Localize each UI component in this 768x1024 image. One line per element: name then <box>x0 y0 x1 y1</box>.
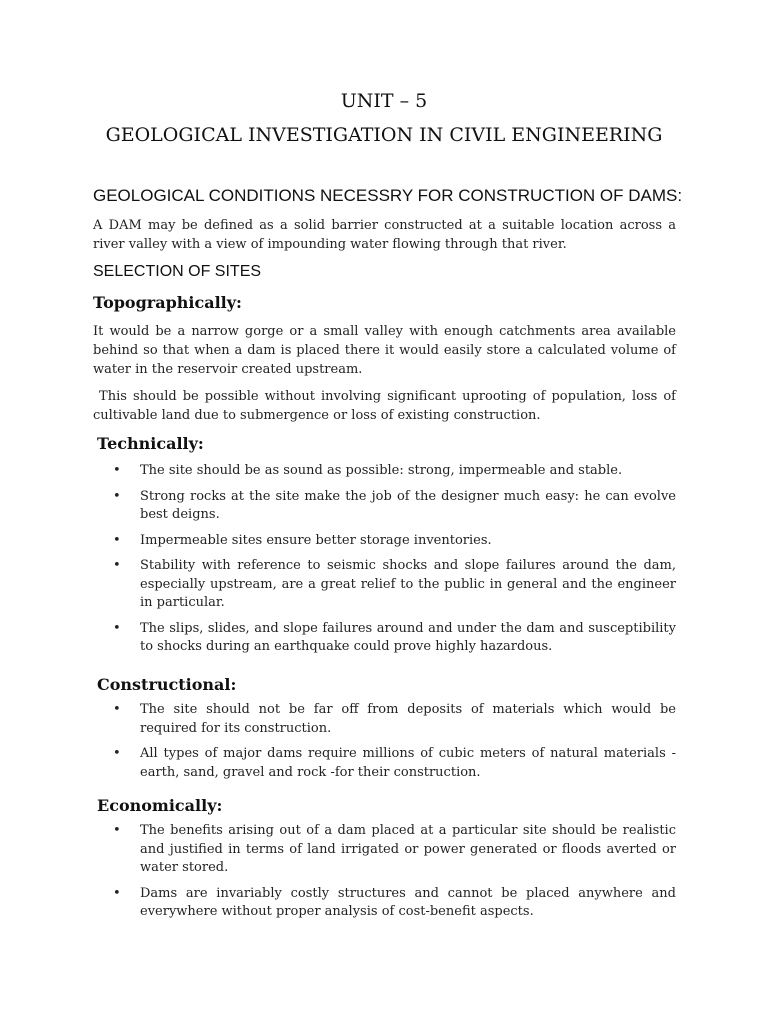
unit-title: UNIT – 5 <box>340 90 428 112</box>
page-title: GEOLOGICAL INVESTIGATION IN CIVIL ENGINEERING <box>105 124 663 146</box>
topographically-heading: Topographically: <box>93 293 242 312</box>
bullet-icon: • <box>113 488 121 504</box>
bullet-icon: • <box>113 885 121 901</box>
list-item: • All types of major dams require millions of cubic meters of natural materials - earth, sand, gravel and rock -for their construction. <box>113 746 676 780</box>
bullet-icon: • <box>113 620 121 636</box>
bullet-icon: • <box>113 746 121 761</box>
technically-heading: Technically: <box>97 434 204 453</box>
list-item: • The slips, slides, and slope failures around and under the dam and susceptibility to shocks during an earthquake could prove highly hazardous. <box>113 620 676 654</box>
bullet-icon: • <box>113 558 121 573</box>
economically-list <box>113 822 676 929</box>
list-item: • Impermeable sites ensure better storage inventories. <box>113 532 676 551</box>
selection-heading: SELECTION OF SITES <box>93 263 262 280</box>
bullet-icon: • <box>113 823 121 838</box>
intro-paragraph: A DAM may be defined as a solid barrier constructed at a suitable location across a river valley with a view of impounding water flowing through that river. <box>93 218 676 252</box>
topographically-paragraph-2: This should be possible without involving significant uprooting of population, loss of cultivable land due to submergence or loss of existing construction. <box>93 389 676 423</box>
list-item: • The site should be as sound as possible: strong, impermeable and stable. <box>113 462 676 481</box>
list-item: • The site should not be far off from deposits of materials which would be required for its construction. <box>113 702 676 736</box>
constructional-heading: Constructional: <box>97 675 237 694</box>
section-title: GEOLOGICAL CONDITIONS NECESSRY FOR CONSTRUCTION OF DAMS: <box>93 186 683 205</box>
list-item: • Stability with reference to seismic shocks and slope failures around the dam, especially upstream, are a great relief to the public in general and the engineer in particular. <box>113 558 676 610</box>
economically-heading: Economically: <box>97 796 223 815</box>
list-item: • The benefits arising out of a dam placed at a particular site should be realistic and justified in terms of land irrigated or power generated or floods averted or water stored. <box>113 823 676 875</box>
constructional-list <box>113 701 676 789</box>
list-item: • Strong rocks at the site make the job of the designer much easy: he can evolve best deigns. <box>113 488 676 522</box>
bullet-icon: • <box>113 702 121 717</box>
technically-list <box>113 462 676 664</box>
topographically-paragraph-1: It would be a narrow gorge or a small valley with enough catchments area available behind so that when a dam is placed there it would easily store a calculated volume of water in the reservoir created upstream. <box>93 324 676 377</box>
bullet-icon: • <box>113 463 121 478</box>
bullet-icon: • <box>113 532 121 548</box>
list-item: • Dams are invariably costly structures and cannot be placed anywhere and everywhere without proper analysis of cost-benefit aspects. <box>113 885 676 919</box>
